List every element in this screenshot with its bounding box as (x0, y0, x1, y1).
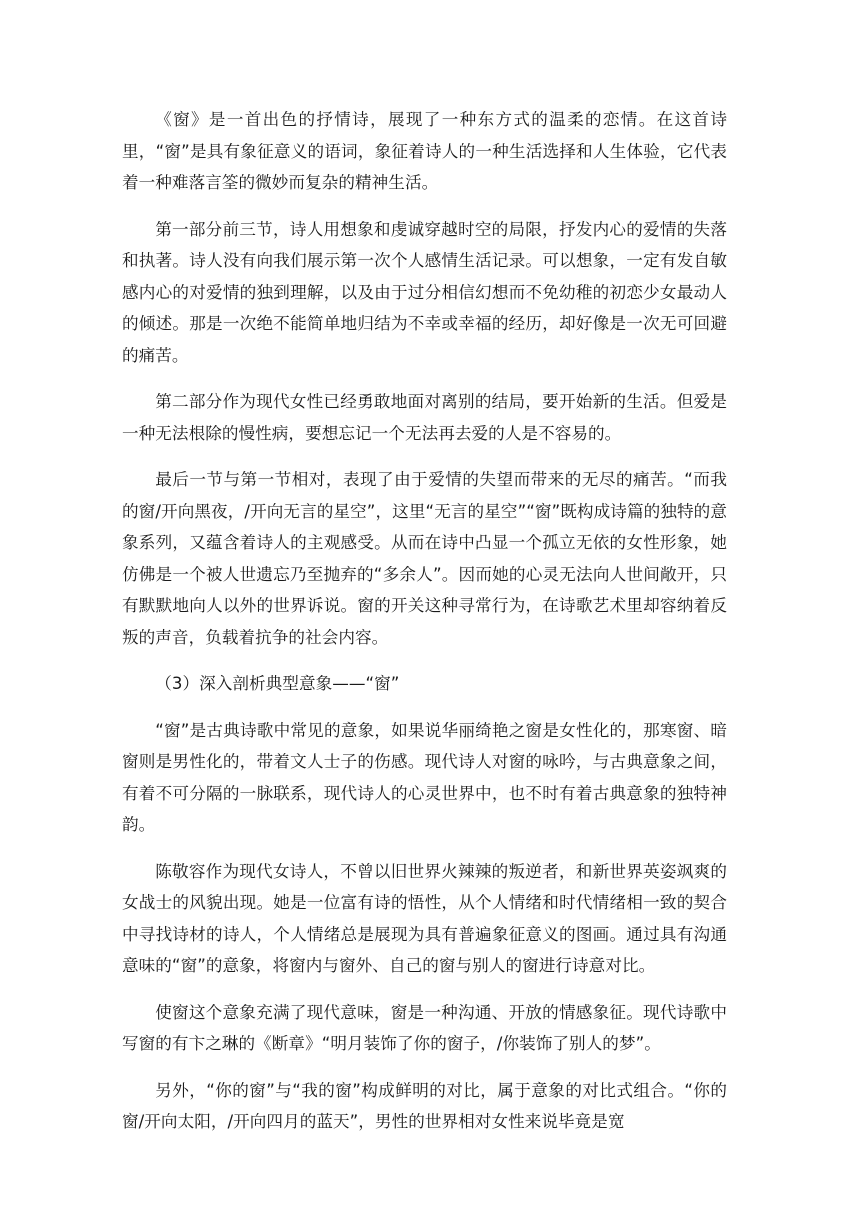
paragraph-8: 另外，“你的窗”与“我的窗”构成鲜明的对比，属于意象的对比式组合。“你的窗/开向太阳，/开向四月的蓝天”，男性的世界相对女性来说毕竟是宽 (122, 1080, 727, 1131)
paragraph-7: 使窗这个意象充满了现代意味，窗是一种沟通、开放的情感象征。现代诗歌中写窗的有卞之琳的《断章》“明月装饰了你的窗子，/你装饰了别人的梦”。 (122, 1002, 727, 1053)
paragraph-6: 陈敬容作为现代女诗人，不曾以旧世界火辣辣的叛逆者，和新世界英姿飒爽的女战士的风貌出现。她是一位富有诗的悟性，从个人情绪和时代情绪相一致的契合中寻找诗材的诗人，个人情绪总是展现为具有普遍象征意义的图画。通过具有沟通意味的“窗”的意象，将窗内与窗外、自己的窗与别人的窗进行诗意对比。 (122, 861, 727, 975)
paragraph-2: 第一部分前三节，诗人用想象和虔诚穿越时空的局限，抒发内心的爱情的失落和执著。诗人没有向我们展示第一次个人感情生活记录。可以想象，一定有发自敏感内心的对爱情的独到理解，以及由于过分相信幻想而不免幼稚的初恋少女最动人的倾述。那是一次绝不能简单地归结为不幸或幸福的经历，却好像是一次无可回避的痛苦。 (122, 219, 727, 365)
paragraph-3: 第二部分作为现代女性已经勇敢地面对离别的结局，要开始新的生活。但爱是一种无法根除的慢性病，要想忘记一个无法再去爱的人是不容易的。 (122, 392, 727, 443)
paragraph-1: 《窗》是一首出色的抒情诗，展现了一种东方式的温柔的恋情。在这首诗里，“窗”是具有象征意义的语词，象征着诗人的一种生活选择和人生体验，它代表着一种难落言筌的微妙而复杂的精神生活。 (122, 110, 727, 192)
section-heading: （3）深入剖析典型意象——“窗” (155, 674, 400, 693)
document-body (122, 104, 727, 1138)
paragraph-5: “窗”是古典诗歌中常见的意象，如果说华丽绮艳之窗是女性化的，那寒窗、暗窗则是男性化的，带着文人士子的伤感。现代诗人对窗的咏吟，与古典意象之间，有着不可分隔的一脉联系，现代诗人的心灵世界中，也不时有着古典意象的独特神韵。 (122, 720, 727, 834)
paragraph-4: 最后一节与第一节相对，表现了由于爱情的失望而带来的无尽的痛苦。“而我的窗/开向黑夜，/开向无言的星空”，这里“无言的星空”“窗”既构成诗篇的独特的意象系列，又蕴含着诗人的主观感受。从而在诗中凸显一个孤立无依的女性形象，她仿佛是一个被人世遗忘乃至抛弃的“多余人”。因而她的心灵无法向人世间敞开，只有默默地向人以外的世界诉说。窗的开关这种寻常行为，在诗歌艺术里却容纳着反叛的声音，负载着抗争的社会内容。 (122, 470, 727, 647)
